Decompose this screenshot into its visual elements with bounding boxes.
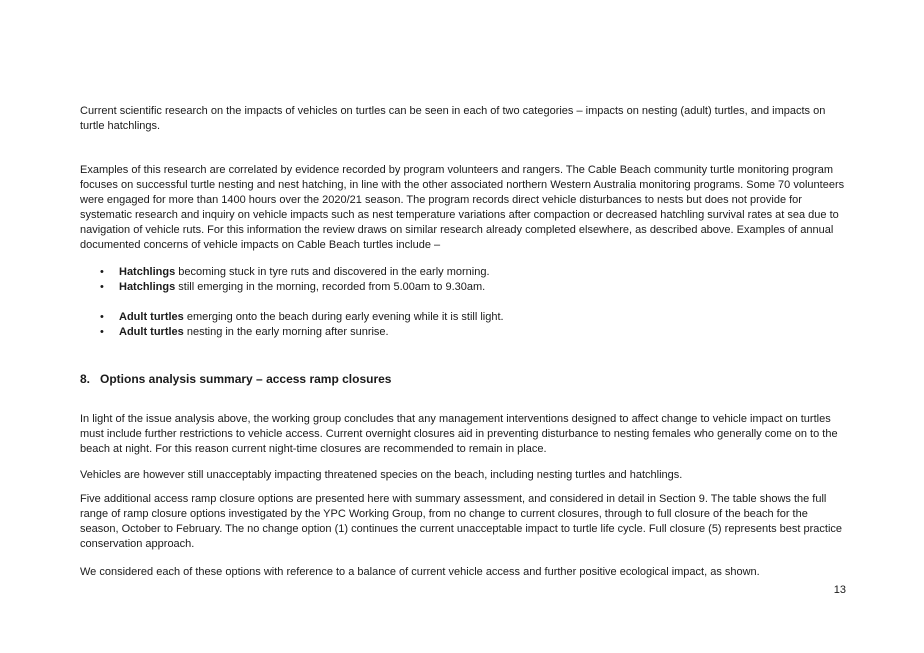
bullet-text: emerging onto the beach during early evening while it is still light.: [183, 311, 504, 323]
list-item: [100, 265, 840, 280]
bullet-list-adult-turtles: [100, 310, 840, 340]
list-item: [100, 325, 840, 340]
paragraph-closure-options: Five additional access ramp closure options are presented here with summary assessment, and considered in detail in Section 9. The table shows the full range of ramp closure options investigated by the YPC Working Group, from no change to current closures, through to full closure of the beach for the season, October to February. The no change option (1) continues the current unacceptable impact to turtle life cycle. Full closure (5) represents best practice conservation approach.: [80, 493, 843, 550]
list-item: [100, 310, 840, 325]
bullet-bold-term: Adult turtles: [119, 311, 184, 323]
section-heading: [80, 371, 391, 387]
paragraph-monitoring-program: Examples of this research are correlated by evidence recorded by program volunteers and rangers. The Cable Beach community turtle monitoring program focuses on successful turtle nesting and nest hatching, in line with the other associated northern Western Australia monitoring programs. Some 70 volunteers were engaged for more than 1400 hours over the 2020/21 season. The program records direct vehicle disturbances to nests but does not provide for systematic research and inquiry on vehicle impacts such as nest temperature variations after compaction or decreased hatchling survival rates at sea due to navigation of vehicle ruts. For this information the review draws on similar research already completed elsewhere, as described above. Examples of annual documented concerns of vehicle impacts on Cable Beach turtles include –: [80, 164, 845, 251]
bullet-bold-term: Hatchlings: [119, 281, 176, 293]
bullet-bold-term: Hatchlings: [119, 266, 176, 278]
paragraph-working-group-conclusion: In light of the issue analysis above, the working group concludes that any management interventions designed to affect change to vehicle impact on turtles must include further restrictions to vehicle access. Current overnight closures aid in preventing disturbance to nesting females who generally come on to the beach at night. For this reason current night-time closures are recommended to remain in place.: [80, 413, 838, 455]
bullet-text: still emerging in the morning, recorded from 5.00am to 9.30am.: [175, 281, 486, 293]
bullet-text: becoming stuck in tyre ruts and discovered in the early morning.: [175, 266, 490, 278]
paragraph-vehicle-impacts: Vehicles are however still unacceptably impacting threatened species on the beach, including nesting turtles and hatchlings.: [80, 469, 683, 481]
bullet-bold-term: Adult turtles: [119, 326, 184, 338]
section-title: Options analysis summary – access ramp closures: [100, 372, 392, 386]
list-item: [100, 280, 840, 295]
paragraph-research-categories: Current scientific research on the impacts of vehicles on turtles can be seen in each of two categories – impacts on nesting (adult) turtles, and impacts on turtle hatchlings.: [80, 105, 826, 132]
bullet-text: nesting in the early morning after sunrise.: [183, 326, 389, 338]
section-number: 8.: [80, 372, 91, 386]
bullet-list-hatchlings: [100, 265, 840, 295]
page-number: 13: [833, 584, 846, 596]
paragraph-options-balance: We considered each of these options with reference to a balance of current vehicle access and further positive ecological impact, as shown.: [80, 566, 760, 578]
